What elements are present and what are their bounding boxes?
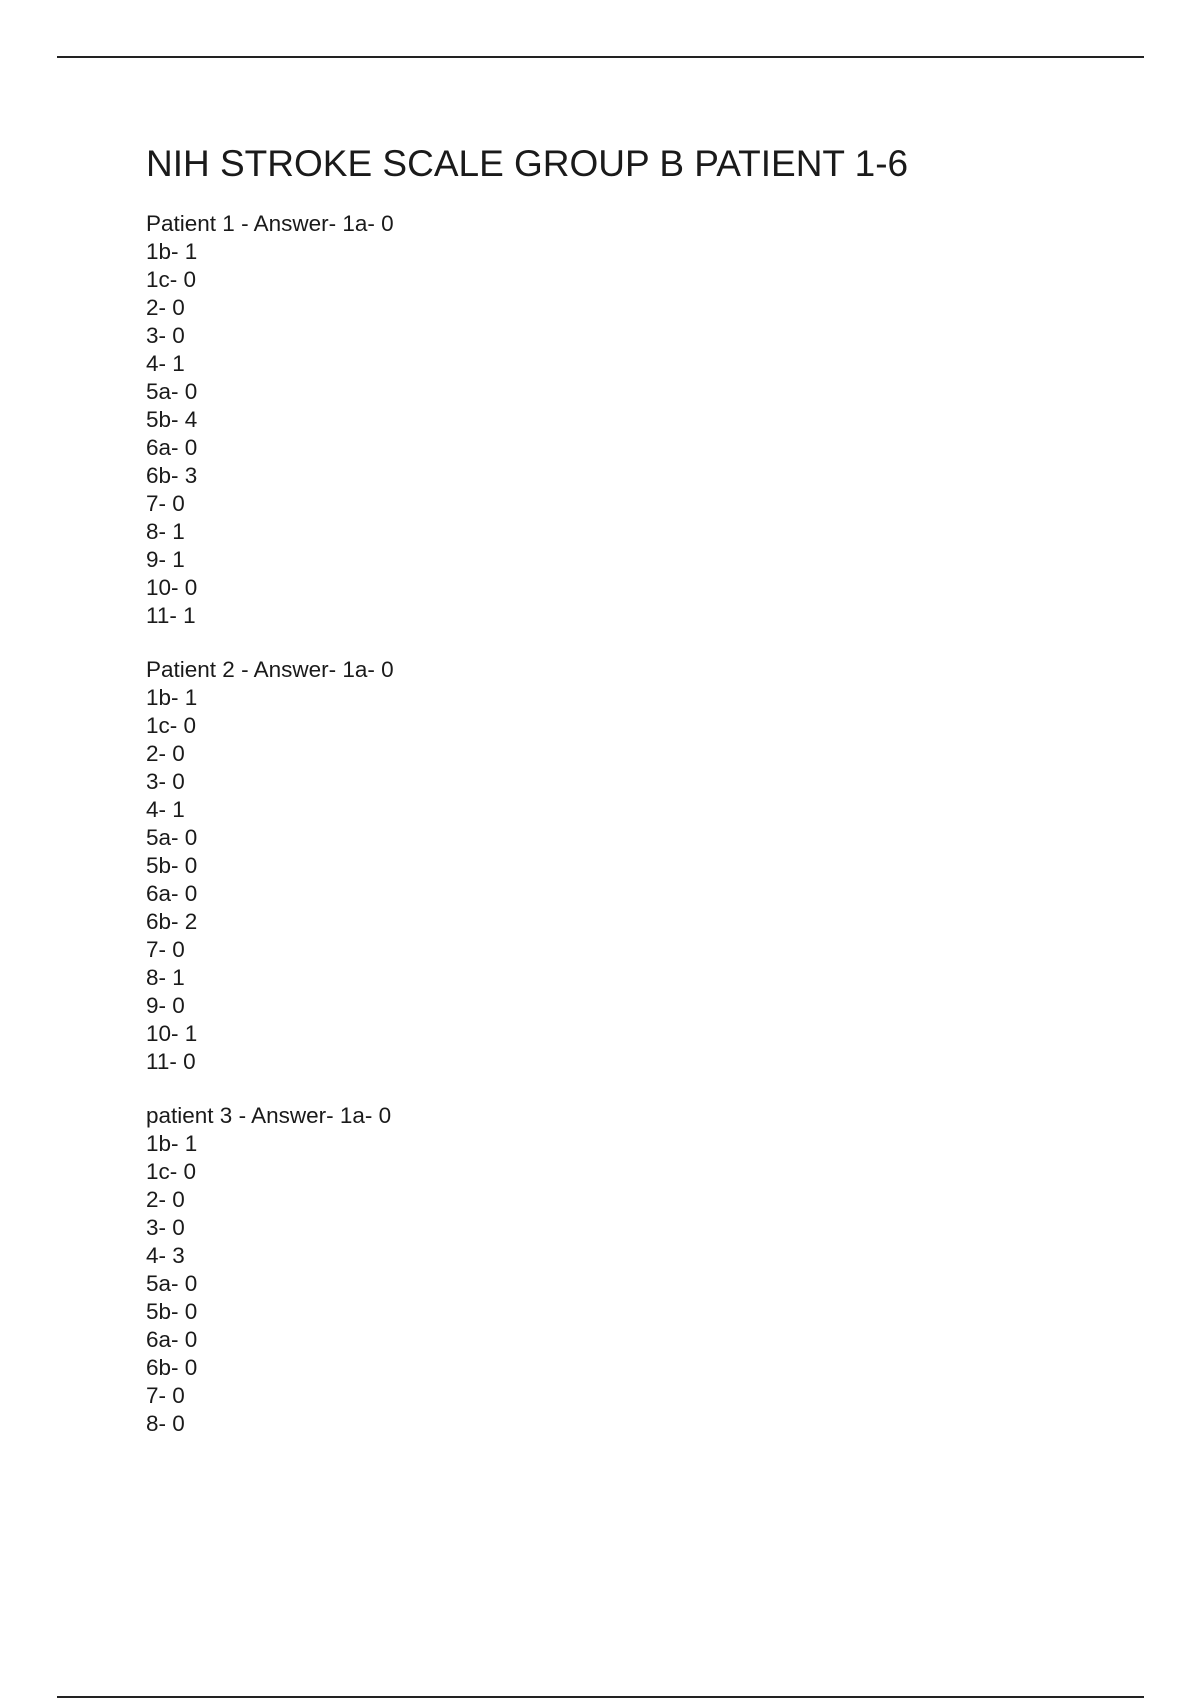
answer-line: 7- 0 bbox=[146, 1383, 185, 1408]
answer-line: 11- 1 bbox=[146, 603, 196, 628]
answer-line: 4- 1 bbox=[146, 351, 185, 376]
answer-line: 1b- 1 bbox=[146, 239, 198, 264]
answer-line: 7- 0 bbox=[146, 937, 185, 962]
answer-line: 3- 0 bbox=[146, 323, 185, 348]
answer-line: 5a- 0 bbox=[146, 825, 198, 850]
answer-line: 2- 0 bbox=[146, 295, 185, 320]
answer-line: 3- 0 bbox=[146, 769, 185, 794]
answer-line: 5b- 0 bbox=[146, 1299, 198, 1324]
answer-line: 8- 1 bbox=[146, 519, 185, 544]
answer-line: 6a- 0 bbox=[146, 1327, 198, 1352]
answer-line: 5b- 0 bbox=[146, 853, 198, 878]
answer-line: 5a- 0 bbox=[146, 379, 198, 404]
bottom-rule bbox=[57, 1696, 1144, 1698]
answer-line: 1c- 0 bbox=[146, 1159, 197, 1184]
patient-2-heading: Patient 2 - Answer- 1a- 0 bbox=[146, 657, 394, 682]
answer-line: 6b- 2 bbox=[146, 909, 198, 934]
answer-line: 2- 0 bbox=[146, 1187, 185, 1212]
answer-line: 8- 0 bbox=[146, 1411, 185, 1436]
patient-3-answer bbox=[146, 1102, 1126, 1438]
answer-line: 2- 0 bbox=[146, 741, 185, 766]
answer-line: 1c- 0 bbox=[146, 713, 197, 738]
top-rule bbox=[57, 56, 1144, 58]
answer-line: 8- 1 bbox=[146, 965, 185, 990]
answer-line: 1c- 0 bbox=[146, 267, 197, 292]
answer-line: 4- 3 bbox=[146, 1243, 185, 1268]
answer-line: 5a- 0 bbox=[146, 1271, 198, 1296]
answer-line: 3- 0 bbox=[146, 1215, 185, 1240]
answer-line: 6a- 0 bbox=[146, 435, 198, 460]
patient-1-heading: Patient 1 - Answer- 1a- 0 bbox=[146, 211, 394, 236]
answer-line: 1b- 1 bbox=[146, 685, 198, 710]
answer-line: 10- 0 bbox=[146, 575, 198, 600]
patient-1-answer bbox=[146, 210, 1126, 630]
answer-line: 9- 1 bbox=[146, 547, 185, 572]
answer-line: 6b- 3 bbox=[146, 463, 198, 488]
answer-line: 5b- 4 bbox=[146, 407, 198, 432]
answer-line: 1b- 1 bbox=[146, 1131, 198, 1156]
answer-line: 11- 0 bbox=[146, 1049, 196, 1074]
answer-line: 9- 0 bbox=[146, 993, 185, 1018]
patient-3-heading: patient 3 - Answer- 1a- 0 bbox=[146, 1103, 392, 1128]
answer-line: 4- 1 bbox=[146, 797, 185, 822]
patient-2-answer bbox=[146, 656, 1126, 1076]
answer-line: 7- 0 bbox=[146, 491, 185, 516]
document-body bbox=[146, 140, 1126, 1464]
document-title: NIH STROKE SCALE GROUP B PATIENT 1-6 bbox=[146, 143, 909, 184]
answer-line: 6b- 0 bbox=[146, 1355, 198, 1380]
answer-line: 6a- 0 bbox=[146, 881, 198, 906]
answer-line: 10- 1 bbox=[146, 1021, 198, 1046]
